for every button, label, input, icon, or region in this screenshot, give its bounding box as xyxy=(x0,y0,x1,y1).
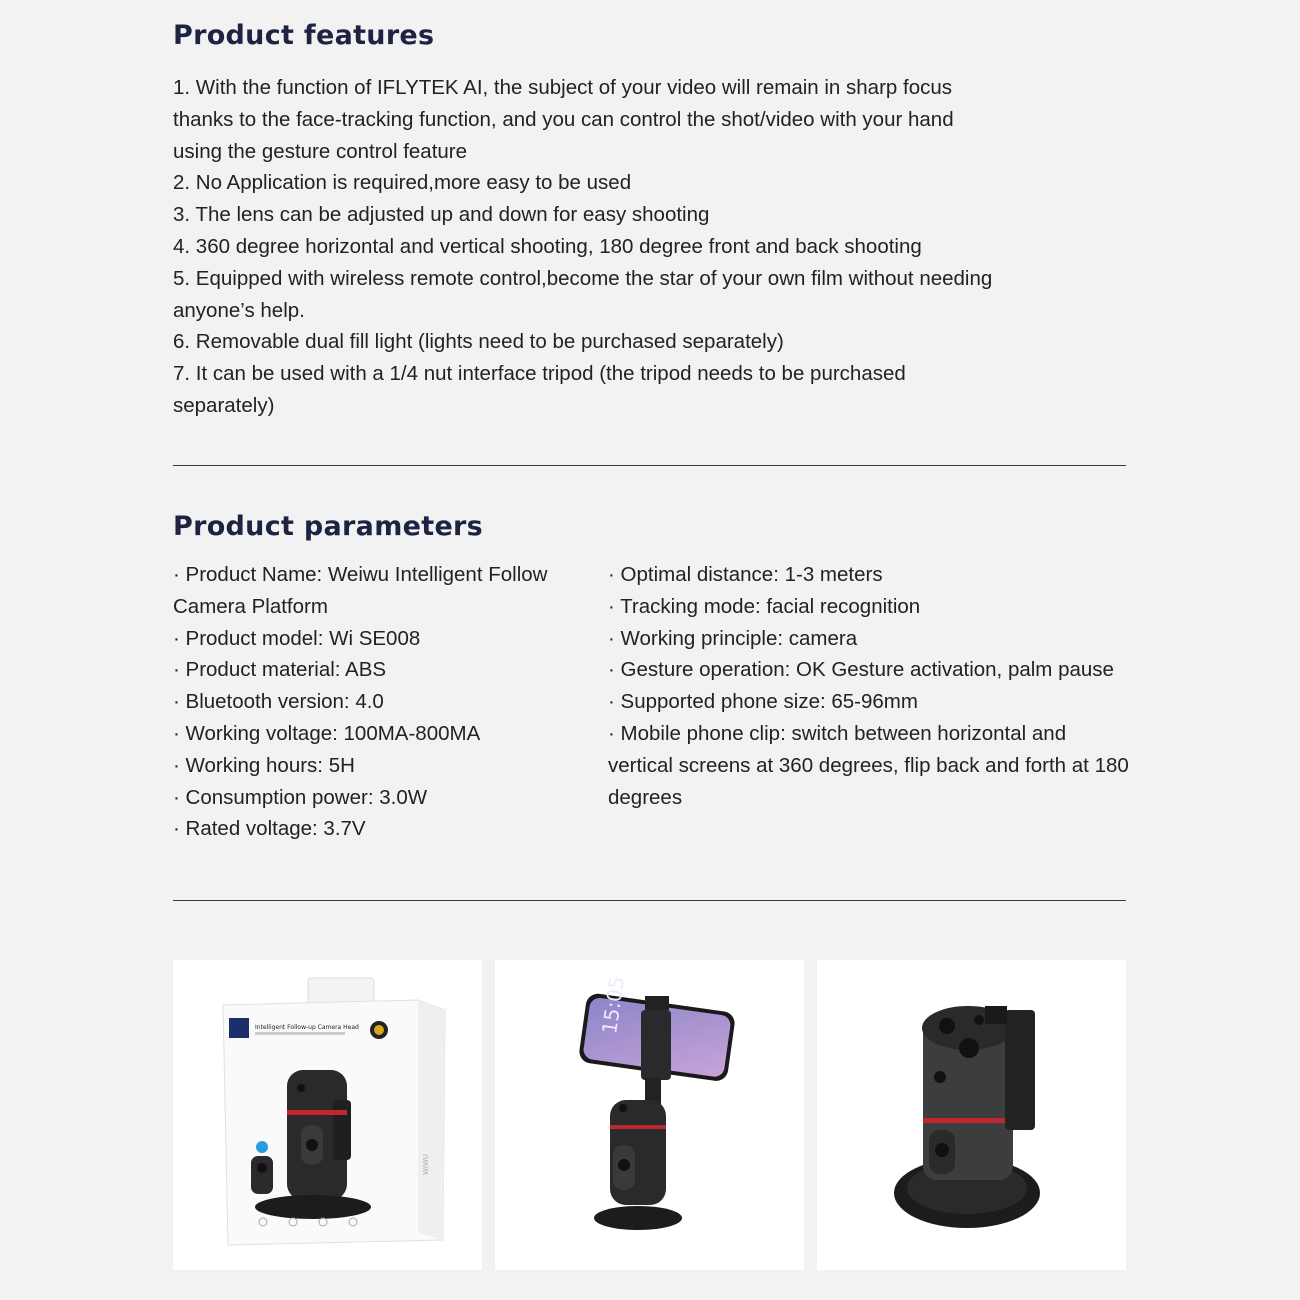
parameter-item: · Optimal distance: 1-3 meters xyxy=(608,563,883,586)
parameter-item: · Working principle: camera xyxy=(608,626,858,650)
feature-item: 3. The lens can be adjusted up and down for easy shooting xyxy=(173,203,710,227)
product-image-angle[interactable] xyxy=(817,960,1126,1270)
product-image-box[interactable] xyxy=(173,960,482,1270)
parameters-title: Product parameters xyxy=(173,511,484,542)
parameter-item: · Supported phone size: 65-96mm xyxy=(608,690,918,714)
box-brand: WIWU xyxy=(422,1153,430,1175)
section-divider xyxy=(173,465,1126,466)
parameter-item: · Mobile phone clip: switch between horizontal and vertical screens at 360 degrees, flip back and forth at 180 degrees xyxy=(608,721,1129,809)
parameter-item: · Working voltage: 100MA-800MA xyxy=(173,721,481,745)
features-title: Product features xyxy=(173,20,435,51)
parameter-item: · Bluetooth version: 4.0 xyxy=(173,690,384,714)
product-image-phone[interactable] xyxy=(495,960,804,1270)
parameter-item: · Consumption power: 3.0W xyxy=(173,785,428,809)
parameter-item: · Gesture operation: OK Gesture activation, palm pause xyxy=(608,658,1114,682)
feature-item: 5. Equipped with wireless remote control,become the star of your own film without needing anyone’s help. xyxy=(173,266,993,322)
box-title: Intelligent Follow-up Camera Head xyxy=(255,1024,359,1031)
parameters-left-column xyxy=(173,559,593,845)
parameter-item: · Tracking mode: facial recognition xyxy=(608,594,921,618)
parameter-item: · Product model: Wi SE008 xyxy=(173,626,421,650)
parameter-item: · Product material: ABS xyxy=(173,658,387,682)
section-divider xyxy=(173,900,1126,901)
feature-list xyxy=(173,72,1003,422)
parameter-item: · Product Name: Weiwu Intelligent Follow Camera Platform xyxy=(173,563,548,618)
packaging-box-illustration xyxy=(173,960,482,1270)
product-gallery xyxy=(173,960,1126,1270)
feature-item: 4. 360 degree horizontal and vertical shooting, 180 degree front and back shooting xyxy=(173,234,922,258)
phone-time: 15:05 xyxy=(597,974,629,1036)
feature-item: 7. It can be used with a 1/4 nut interface tripod (the tripod needs to be purchased separately) xyxy=(173,362,906,417)
feature-item: 1. With the function of IFLYTEK AI, the subject of your video will remain in sharp focus thanks to the face-tracking function, and you can control the shot/video with your hand using the gesture control feature xyxy=(173,76,954,163)
feature-item: 6. Removable dual fill light (lights need to be purchased separately) xyxy=(173,330,784,354)
parameter-item: · Working hours: 5H xyxy=(173,753,355,777)
feature-item: 2. No Application is required,more easy to be used xyxy=(173,171,632,195)
device-angled-illustration xyxy=(817,960,1126,1270)
device-with-phone-illustration xyxy=(495,960,804,1270)
parameter-item: · Rated voltage: 3.7V xyxy=(173,817,366,841)
parameters-right-column xyxy=(608,559,1133,813)
